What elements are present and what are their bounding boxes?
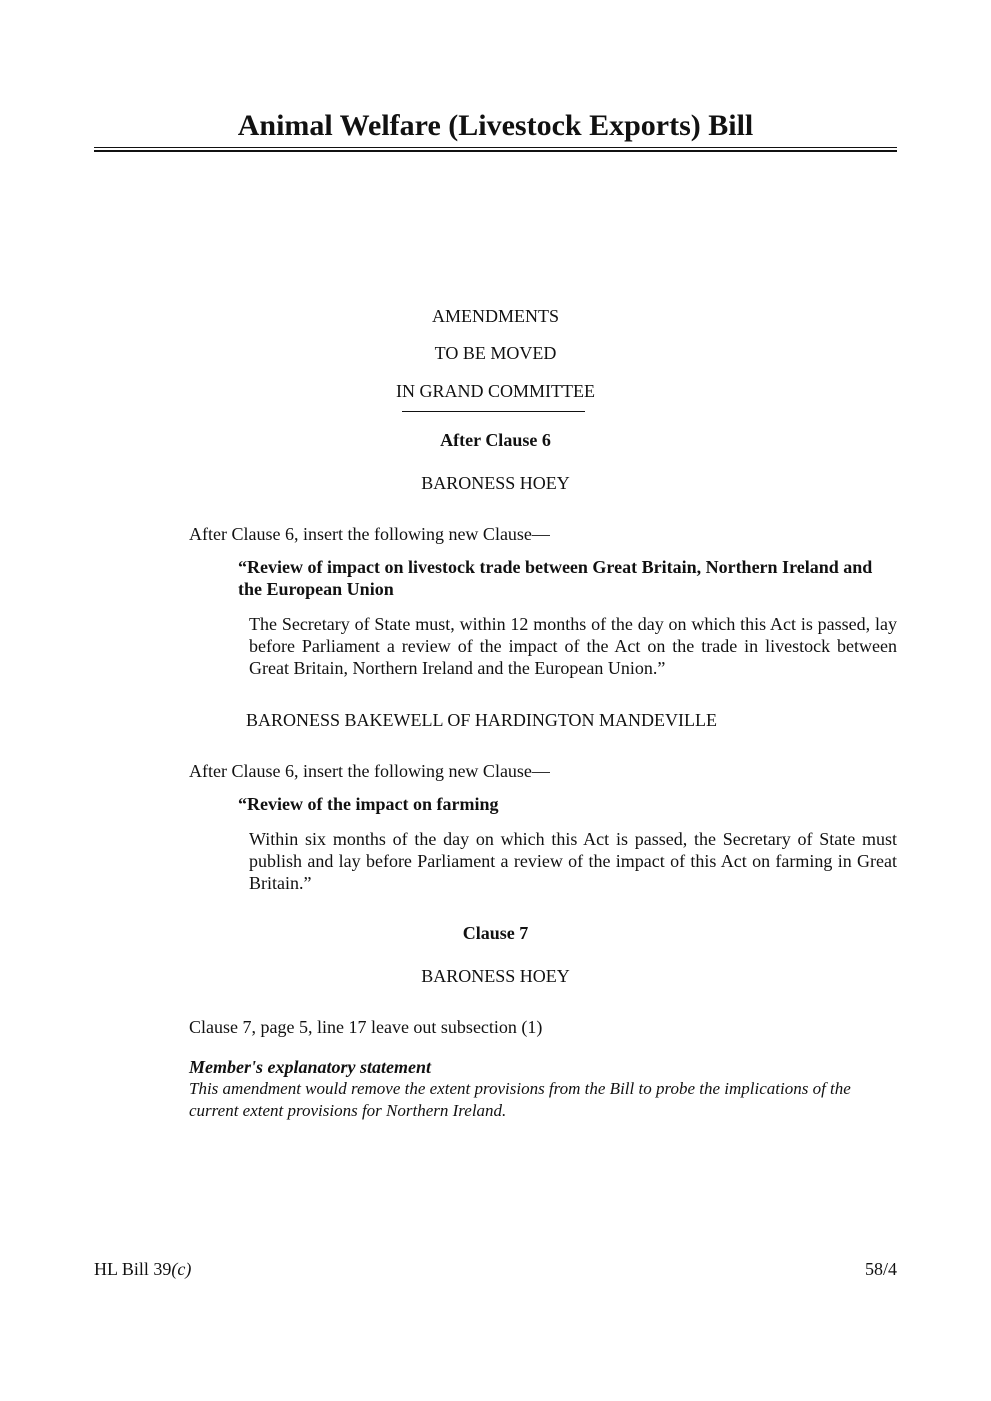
- title-double-rule: [94, 147, 897, 152]
- explanatory-statement-text: This amendment would remove the extent provisions from the Bill to probe the implications of the current extent provisions for Northern Ireland.: [189, 1079, 851, 1120]
- heading-divider: [402, 411, 585, 412]
- sponsor-baroness-hoey: BARONESS HOEY: [421, 966, 570, 986]
- amendment-instruction: After Clause 6, insert the following new Clause—: [189, 761, 550, 781]
- sponsor-baroness-bakewell: BARONESS BAKEWELL OF HARDINGTON MANDEVILLE: [246, 710, 717, 730]
- section-heading-clause-7: Clause 7: [462, 923, 529, 943]
- heading-line-to-be-moved: TO BE MOVED: [434, 343, 557, 363]
- new-clause-text: Within six months of the day on which this Act is passed, the Secretary of State must publish and lay before Parliament a review of the impact of this Act on farming in Great Britain.”: [249, 829, 897, 893]
- amendment-instruction: Clause 7, page 5, line 17 leave out subsection (1): [189, 1017, 543, 1037]
- new-clause-title: “Review of the impact on farming: [238, 794, 499, 814]
- heading-line-grand-committee: IN GRAND COMMITTEE: [396, 381, 595, 401]
- section-heading-after-clause-6: After Clause 6: [440, 430, 551, 450]
- heading-line-amendments: AMENDMENTS: [431, 306, 559, 326]
- sponsor-baroness-hoey: BARONESS HOEY: [421, 473, 570, 493]
- new-clause-text: The Secretary of State must, within 12 months of the day on which this Act is passed, lay before Parliament a review of the impact of the Act on the trade in livestock between Great Britain, Northern Ireland and the European Union.”: [249, 614, 897, 678]
- new-clause-title: “Review of impact on livestock trade between Great Britain, Northern Ireland and the European Union: [238, 557, 873, 599]
- page-title: Animal Welfare (Livestock Exports) Bill: [237, 109, 754, 142]
- bill-suffix: (c): [171, 1259, 192, 1279]
- footer-bill-reference: [94, 1257, 191, 1281]
- explanatory-statement-title: Member's explanatory statement: [189, 1057, 431, 1077]
- amendment-instruction: After Clause 6, insert the following new Clause—: [189, 524, 550, 544]
- footer-page-reference: 58/4: [864, 1259, 897, 1279]
- bill-number: HL Bill 39: [94, 1259, 172, 1279]
